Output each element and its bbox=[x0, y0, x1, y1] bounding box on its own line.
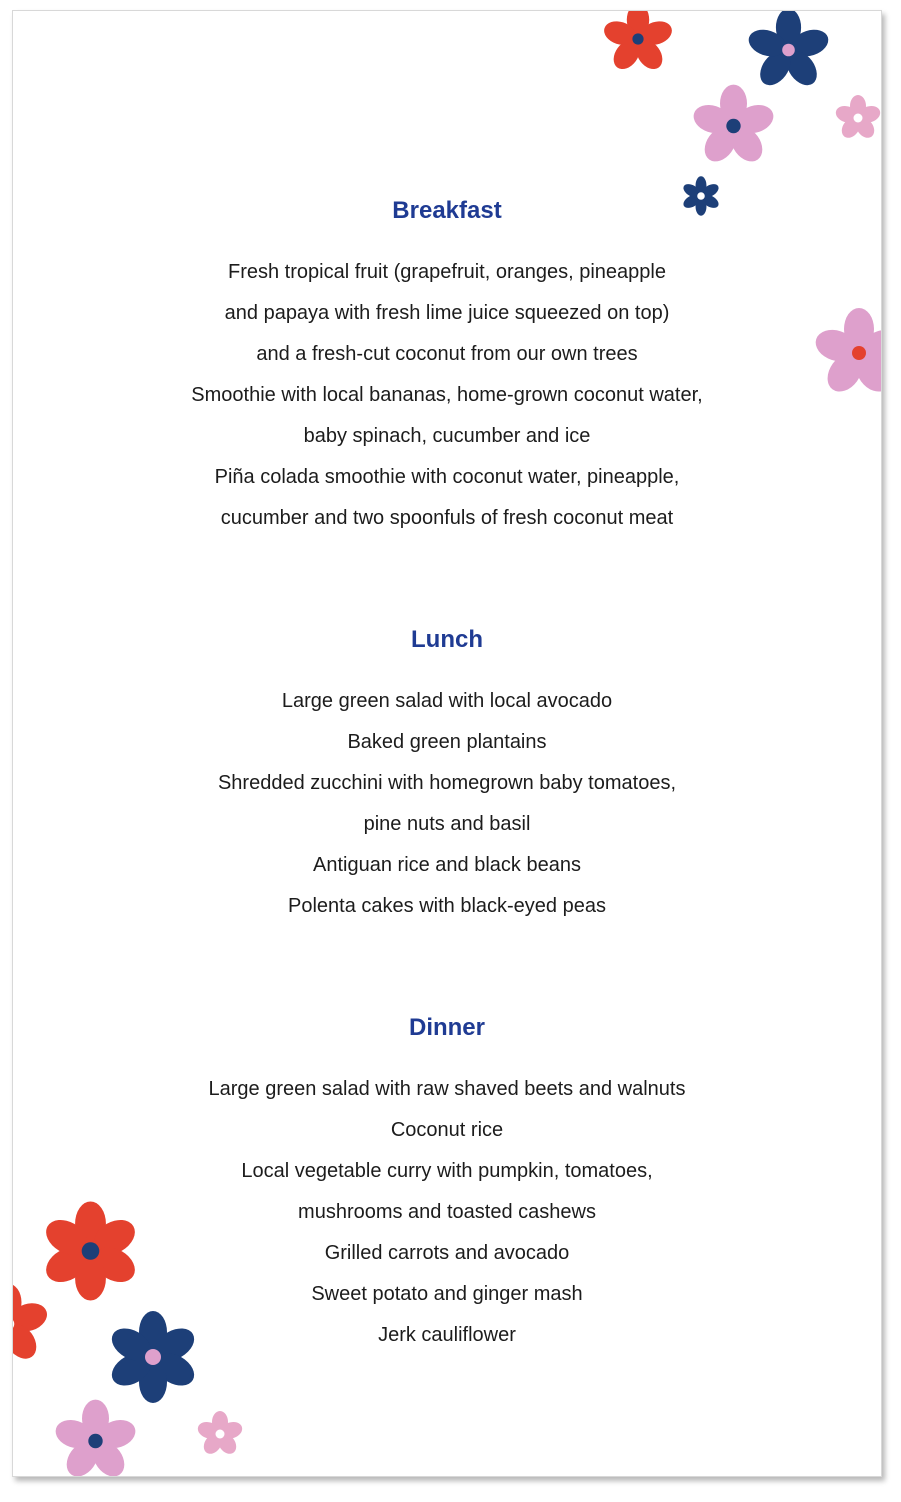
lunch-heading: Lunch bbox=[411, 626, 483, 653]
menu-item: Shredded zucchini with homegrown baby tomatoes, bbox=[217, 772, 677, 794]
menu-item: baby spinach, cucumber and ice bbox=[303, 425, 591, 447]
red-flower-decoration-icon bbox=[588, 10, 688, 79]
lunch-items bbox=[13, 681, 881, 927]
menu-item: Piña colada smoothie with coconut water, pineapple, bbox=[214, 466, 680, 488]
menu-item: pine nuts and basil bbox=[363, 813, 531, 835]
lunch-section bbox=[13, 625, 881, 927]
menu-item: and a fresh-cut coconut from our own trees bbox=[256, 343, 638, 365]
breakfast-section bbox=[13, 196, 881, 539]
pink-flower-decoration-icon bbox=[195, 1409, 245, 1459]
menu-item: Large green salad with local avocado bbox=[281, 690, 613, 712]
pink-flower-decoration-icon bbox=[48, 1396, 143, 1477]
dinner-section bbox=[13, 1013, 881, 1356]
dinner-items bbox=[13, 1069, 881, 1356]
menu-item: Coconut rice bbox=[390, 1119, 504, 1141]
breakfast-heading: Breakfast bbox=[392, 197, 502, 224]
menu-item: Local vegetable curry with pumpkin, tomatoes, bbox=[241, 1160, 653, 1182]
menu-item: Antiguan rice and black beans bbox=[313, 854, 581, 876]
menu-item: Grilled carrots and avocado bbox=[324, 1242, 570, 1264]
menu-item: Jerk cauliflower bbox=[378, 1324, 516, 1346]
pink-flower-decoration-icon bbox=[833, 93, 882, 143]
breakfast-items bbox=[13, 252, 881, 539]
pink-flower-decoration-icon bbox=[686, 81, 781, 171]
menu-item: Large green salad with raw shaved beets and walnuts bbox=[208, 1078, 686, 1100]
menu-item: Sweet potato and ginger mash bbox=[311, 1283, 583, 1305]
dinner-heading: Dinner bbox=[408, 1014, 485, 1041]
menu-item: mushrooms and toasted cashews bbox=[298, 1201, 596, 1223]
menu-item: Smoothie with local bananas, home-grown coconut water, bbox=[191, 384, 703, 406]
menu-item: Polenta cakes with black-eyed peas bbox=[288, 895, 606, 917]
menu-item: cucumber and two spoonfuls of fresh coconut meat bbox=[220, 507, 674, 529]
menu-item: Baked green plantains bbox=[347, 731, 547, 753]
menu-item: Fresh tropical fruit (grapefruit, oranges, pineapple bbox=[227, 261, 666, 283]
menu-card bbox=[12, 10, 882, 1477]
menu-item: and papaya with fresh lime juice squeezed on top) bbox=[224, 302, 670, 324]
